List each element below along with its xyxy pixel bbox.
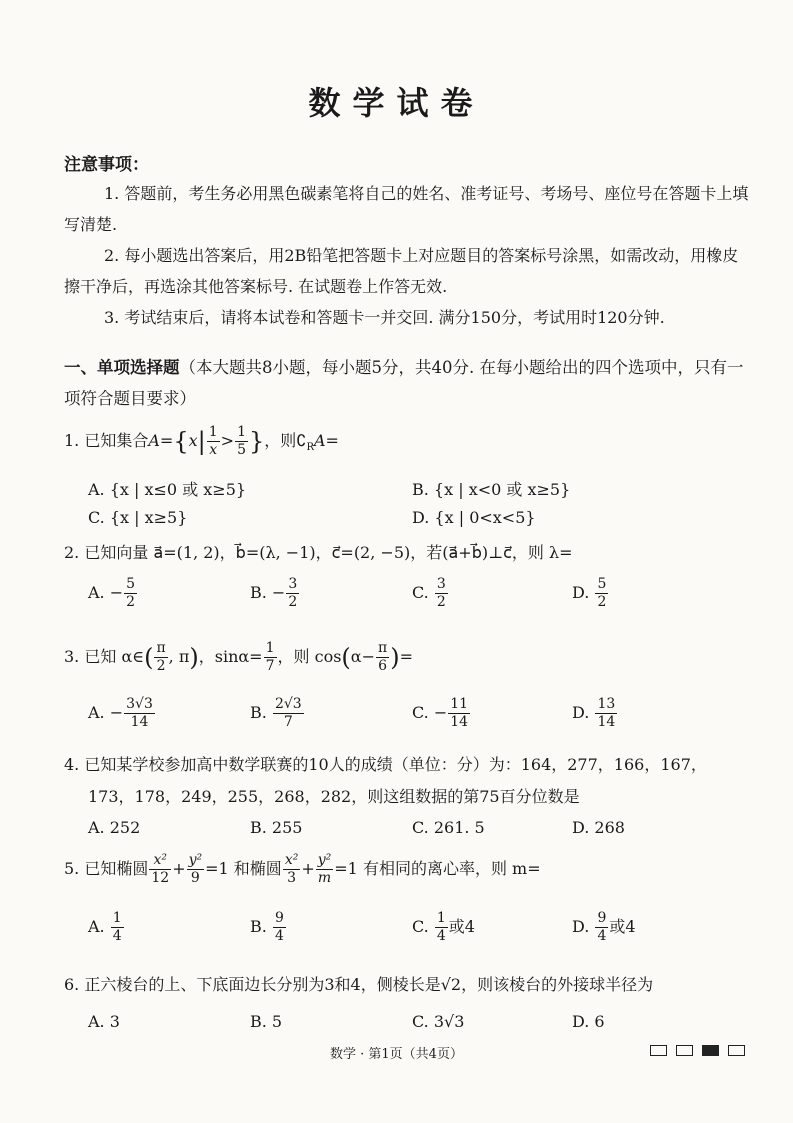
q1-option-c: C. {x | x≥5} [88, 508, 188, 527]
page-footer: 数学 · 第1页（共4页） [330, 1047, 463, 1062]
q3-option-d: D. $\frac{13}{14}$ [572, 696, 616, 730]
q3-option-c: C. − $\frac{11}{14}$ [412, 696, 469, 730]
q5-option-a: A. $\frac{1}{4}$ [88, 910, 122, 944]
question-4-line-2: 173，178，249，255，268，282，则这组数据的第75百分位数是 [88, 787, 580, 806]
q1-option-b: B. {x | x<0 或 x≥5} [412, 480, 571, 499]
q6-option-c: C. 3√3 [412, 1012, 465, 1031]
q4-option-d: D. 268 [572, 818, 625, 837]
question-6: 6. 正六棱台的上、下底面边长分别为3和4，侧棱长是√2，则该棱台的外接球半径为 [64, 975, 654, 994]
notice-item-1: 1. 答题前，考生务必用黑色碳素笔将自己的姓名、准考证号、考场号、座位号在答题卡上填写清楚. [64, 184, 749, 234]
notice-item-2: 2. 每小题选出答案后，用2B铅笔把答题卡上对应题目的答案标号涂黑，如需改动，用橡皮擦干净后，再选涂其他答案标号. 在试题卷上作答无效. [64, 246, 739, 296]
scan-mark-3 [702, 1045, 719, 1056]
question-5: 5. 已知椭圆 $\frac{\text{x²}}{12}$ + $\frac{\text{y²}}{9}$ =1 和椭圆 $\frac{\text{x²}}{3}$ + $\frac{\text{y²}}{m}$ =1 有相同的离心率，则 m= [64, 852, 541, 886]
q5-option-d: D. $\frac{9}{4}$ 或4 [572, 910, 636, 944]
q4-option-a: A. 252 [88, 818, 141, 837]
q2-option-a: A. − $\frac{5}{2}$ [88, 576, 136, 610]
scan-mark-2 [676, 1045, 693, 1056]
q3-option-a: A. − $\frac{3√3}{14}$ [88, 696, 153, 730]
scan-mark-4 [728, 1045, 745, 1056]
notice-heading: 注意事项： [64, 155, 149, 175]
q1-option-a: A. {x | x≤0 或 x≥5} [88, 480, 247, 499]
question-2: 2. 已知向量 a⃗=(1, 2)，b⃗=(λ, −1)，c⃗=(2, −5)，若(a⃗+b⃗)⊥c⃗，则 λ= [64, 543, 573, 562]
q2-option-c: C. $\frac{3}{2}$ [412, 576, 446, 610]
q6-option-d: D. 6 [572, 1012, 605, 1031]
q4-option-b: B. 255 [250, 818, 303, 837]
q3-option-b: B. $\frac{2√3}{7}$ [250, 696, 302, 730]
scan-marks [650, 1045, 745, 1056]
q2-option-b: B. − $\frac{3}{2}$ [250, 576, 298, 610]
section-heading: 一、单项选择题（本大题共8小题，每小题5分，共40分. 在每小题给出的四个选项中，只有一项符合题目要求） [64, 358, 744, 408]
q6-option-b: B. 5 [250, 1012, 283, 1031]
scan-mark-1 [650, 1045, 667, 1056]
q1-option-d: D. {x | 0<x<5} [412, 508, 536, 527]
question-3: 3. 已知 α∈( $\frac{\pi}{2}$ , π)，sinα= $\frac{1}{7}$ ，则 cos(α− $\frac{\pi}{6}$ )= [64, 640, 413, 674]
q6-option-a: A. 3 [88, 1012, 120, 1031]
q4-option-c: C. 261. 5 [412, 818, 485, 837]
page-title: 数学试卷 [308, 84, 485, 122]
question-4-line-1: 4. 已知某学校参加高中数学联赛的10人的成绩（单位：分）为：164，277，166，167， [64, 755, 707, 774]
question-1: 1. 已知集合A={x| $\frac{1}{x}$ > $\frac{1}{5}$ }，则$∁_RA=$ [64, 424, 339, 458]
q5-option-b: B. $\frac{9}{4}$ [250, 910, 284, 944]
q5-option-c: C. $\frac{1}{4}$ 或4 [412, 910, 475, 944]
notice-item-3: 3. 考试结束后，请将本试卷和答题卡一并交回. 满分150分，考试用时120分钟. [104, 308, 665, 327]
q2-option-d: D. $\frac{5}{2}$ [572, 576, 607, 610]
